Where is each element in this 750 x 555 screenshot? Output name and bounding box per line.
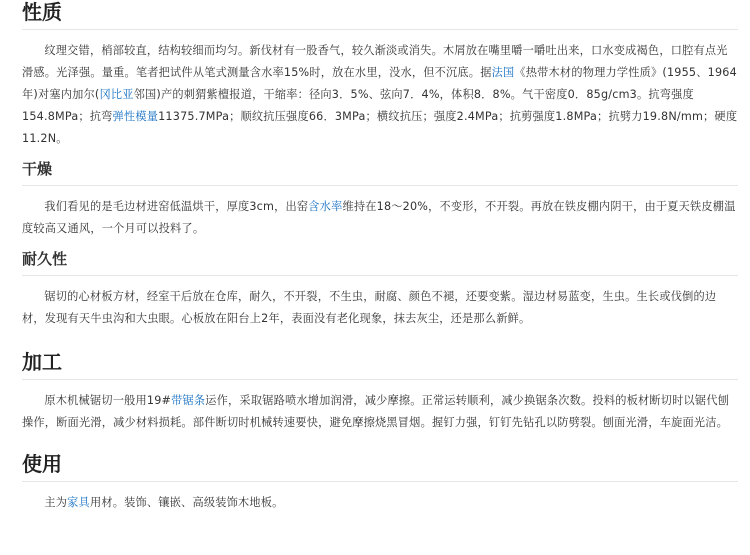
link-band-saw-blade[interactable]: 带锯条 — [171, 394, 206, 407]
text-run: 用材。装饰、镶嵌、高级装饰木地板。 — [89, 496, 284, 509]
section-divider — [22, 29, 738, 30]
section-heading-drying: 干燥 — [22, 160, 53, 178]
section-heading-properties: 性质 — [22, 0, 62, 24]
text-run: 11375.7MPa；顺纹抗压强度66．3MPa；横纹抗压；强度2.4MPa；抗剪强度1.8MPa；抗劈力19.8N/mm；硬度11.2N。 — [22, 110, 738, 145]
text-run: 《热带木材的物理力学性质》(1955、1964年)对塞内加尔( — [22, 66, 737, 101]
link-elastic-modulus[interactable]: 弹性模量 — [112, 110, 159, 123]
text-run: 我们看见的是毛边材进窑低温烘干，厚度3cm，出窑 — [44, 200, 309, 213]
text-run: 纹理交错，梢部较直，结构较细而均匀。新伐材有一股香气，较久渐淡或消失。木屑放在嘴里嚼一嚼吐出来，口水变成褐色，口腔有点光滑感。光泽强。量重。笔者把试件从笔式测量含水率15%时，放在水里，没水，但不沉底。据 — [22, 44, 728, 79]
text-run: 运作，采取锯路喷水增加润滑，减少摩擦。正常运转顺利，减少换锯条次数。投料的板材断切时以锯代刨操作，断面光滑，减少材料损耗。部件断切时机械转速要快，避免摩擦烧黑冒烟。握钉力强，钉钉先钻孔以防劈裂。刨面光滑，车旋面光洁。 — [22, 394, 730, 429]
text-run: 维持在18～20%，不变形，不开裂。再放在铁皮棚内阴干，由于夏天铁皮棚温度较高又通风，一个月可以投料了。 — [22, 200, 736, 235]
link-gambia[interactable]: 冈比亚 — [99, 88, 134, 101]
section-heading-durability: 耐久性 — [22, 250, 68, 268]
section-heading-usage: 使用 — [22, 452, 62, 476]
section-paragraph-durability — [22, 286, 738, 330]
link-france[interactable]: 法国 — [491, 66, 515, 79]
section-divider — [22, 481, 738, 482]
text-run: 主为 — [44, 496, 68, 509]
text-run: 原木机械锯切一般用19# — [44, 394, 172, 407]
link-furniture[interactable]: 家具 — [67, 496, 90, 509]
section-divider — [22, 185, 738, 186]
section-divider — [22, 275, 738, 276]
section-paragraph-drying — [22, 196, 738, 240]
text-run: 锯切的心材板方材，经室干后放在仓库，耐久，不开裂，不生虫，耐腐、颜色不褪，还要变紫。湿边材易蓝变，生虫。生长或伐倒的边材，发现有天牛虫沟和大虫眼。心板放在阳台上2年，表面没有老化现象，抹去灰尘，还是那么新鲜。 — [22, 290, 717, 325]
section-heading-processing: 加工 — [22, 350, 62, 374]
section-paragraph-processing — [22, 390, 738, 434]
text-run: 邻国)产的刺猬紫檀报道，干缩率：径向3．5%、弦向7．4%，体积8．8%。气干密度0．85g/cm3。抗弯强度154.8MPa；抗弯 — [22, 88, 694, 123]
section-divider — [22, 379, 738, 380]
link-moisture-content[interactable]: 含水率 — [308, 200, 343, 213]
section-paragraph-properties — [22, 40, 738, 150]
section-paragraph-usage — [22, 492, 738, 514]
